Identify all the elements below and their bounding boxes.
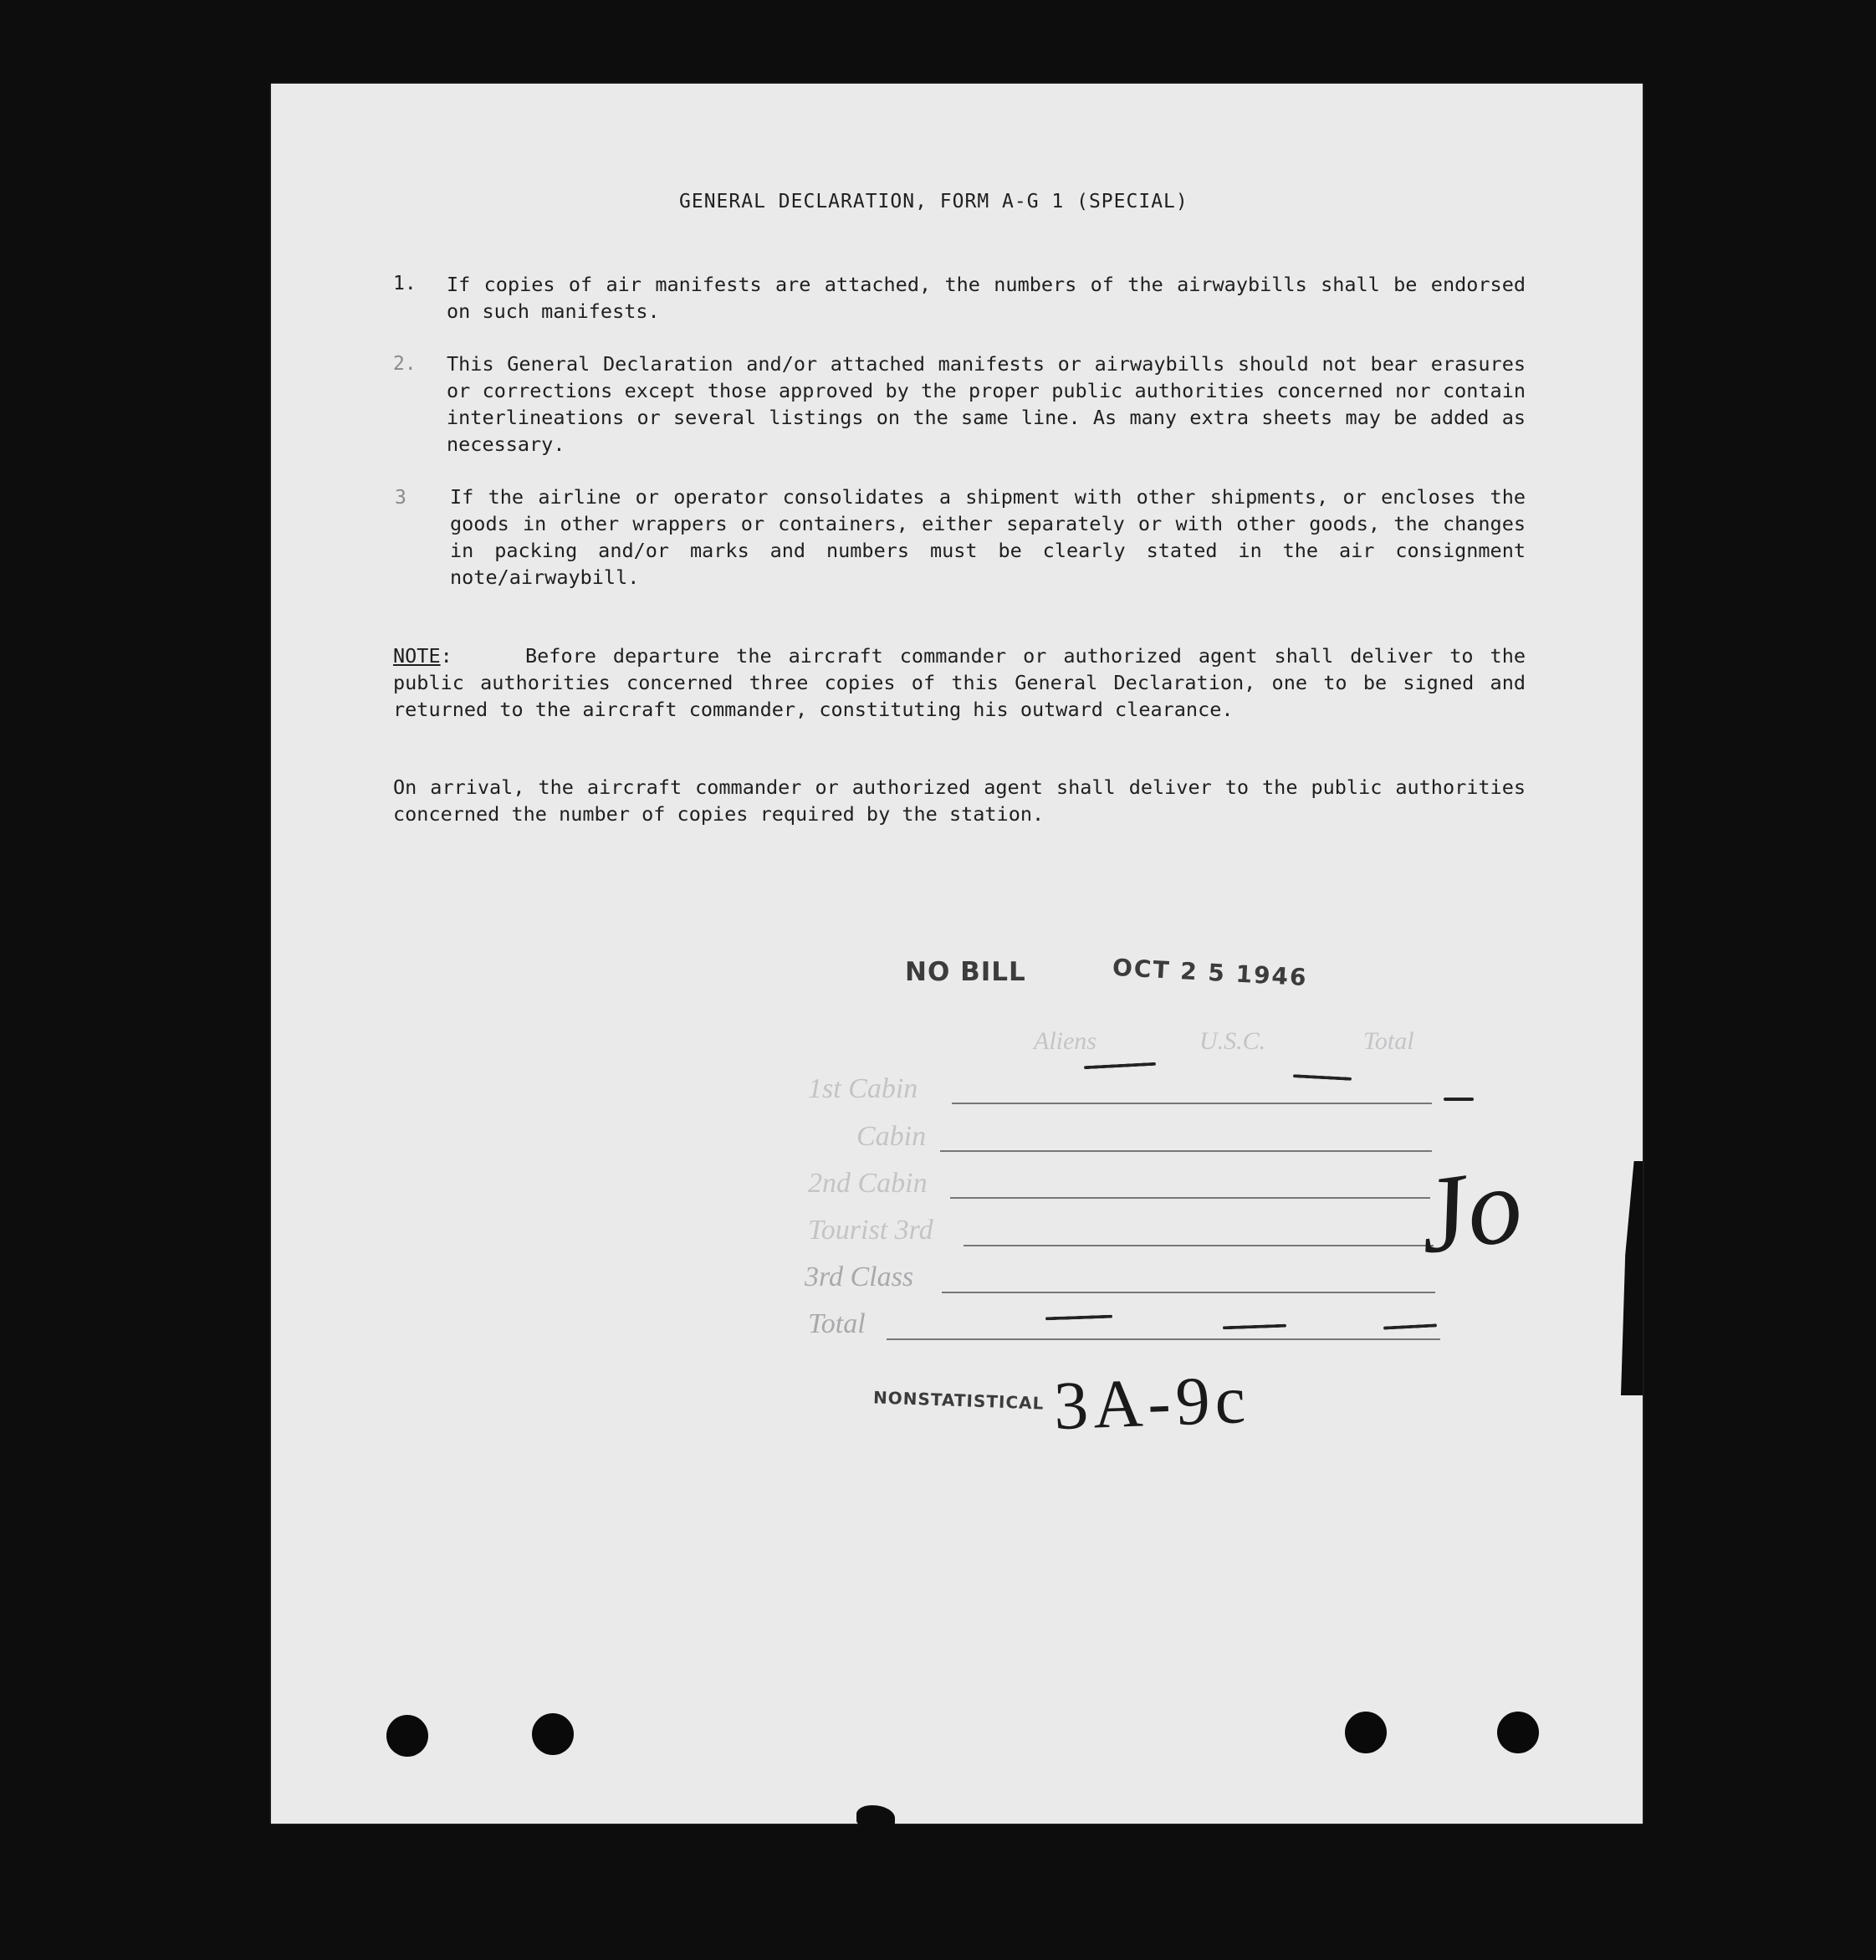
nonstatistical-stamp: NONSTATISTICAL	[872, 1387, 1045, 1414]
handwritten-dash	[1293, 1074, 1352, 1081]
punch-hole	[386, 1715, 428, 1757]
arrival-text: On arrival, the aircraft commander or authorized agent shall deliver to the public authorities concerned the number of copies required by the station.	[393, 775, 1526, 826]
punch-hole	[1497, 1712, 1539, 1753]
row-line	[952, 1103, 1432, 1104]
row-line	[940, 1150, 1432, 1152]
row-second-cabin: 2nd Cabin	[808, 1168, 928, 1199]
column-aliens: Aliens	[1034, 1027, 1096, 1055]
note-text: Before departure the aircraft commander or authorized agent shall deliver to the public authorities concerned three copies of this General Declaration, one to be signed and returned to the aircraft commander, constituting his outward clearance.	[393, 644, 1526, 721]
row-third-class: 3rd Class	[805, 1261, 914, 1292]
row-line	[950, 1197, 1430, 1199]
handwritten-dash	[1045, 1315, 1112, 1321]
column-total: Total	[1363, 1027, 1414, 1055]
row-tourist-third: Tourist 3rd	[808, 1215, 933, 1246]
row-line	[887, 1338, 1440, 1340]
paper-tear	[856, 1805, 895, 1827]
handwritten-dash	[1084, 1062, 1156, 1069]
handwritten-dash	[1223, 1324, 1286, 1330]
item-1-text: If copies of air manifests are attached, the numbers of the airwaybills shall be endorsed on such manifests.	[447, 273, 1526, 323]
punch-hole	[532, 1713, 574, 1755]
date-stamp: OCT 2 5 1946	[1112, 953, 1309, 992]
row-line	[964, 1245, 1434, 1246]
handwritten-initials: Jo	[1410, 1144, 1530, 1277]
handwritten-dash	[1383, 1323, 1437, 1329]
paper-edge-shadow	[1621, 1161, 1643, 1395]
handwritten-code: 3A-9c	[1052, 1360, 1252, 1445]
item-3-text: If the airline or operator consolidates a shipment with other shipments, or encloses the goods in other wrappers or containers, either separately or with other goods, the changes in packing and/or marks and numbers must be clearly stated in the air consignment note/airwaybill.	[450, 485, 1526, 589]
note-colon: :	[440, 644, 452, 668]
handwritten-dash	[1444, 1098, 1474, 1101]
no-bill-stamp: NO BILL	[905, 957, 1026, 987]
row-total: Total	[808, 1308, 866, 1339]
item-1-number: 1.	[393, 273, 417, 294]
item-2-text: This General Declaration and/or attached manifests or airwaybills should not bear erasures or corrections except those approved by the proper public authorities concerned nor contain interlineations or several listings on the same line. As many extra sheets may be added as necessary.	[447, 352, 1526, 456]
document-title: GENERAL DECLARATION, FORM A-G 1 (SPECIAL)	[679, 191, 1188, 212]
column-usc: U.S.C.	[1199, 1027, 1266, 1055]
document-page	[271, 84, 1643, 1824]
note-label: NOTE	[393, 644, 441, 668]
item-3-number: 3	[395, 487, 406, 509]
row-cabin: Cabin	[856, 1121, 927, 1152]
punch-hole	[1345, 1712, 1387, 1753]
row-line	[942, 1292, 1435, 1293]
item-2-number: 2.	[393, 353, 417, 375]
row-first-cabin: 1st Cabin	[808, 1073, 918, 1104]
